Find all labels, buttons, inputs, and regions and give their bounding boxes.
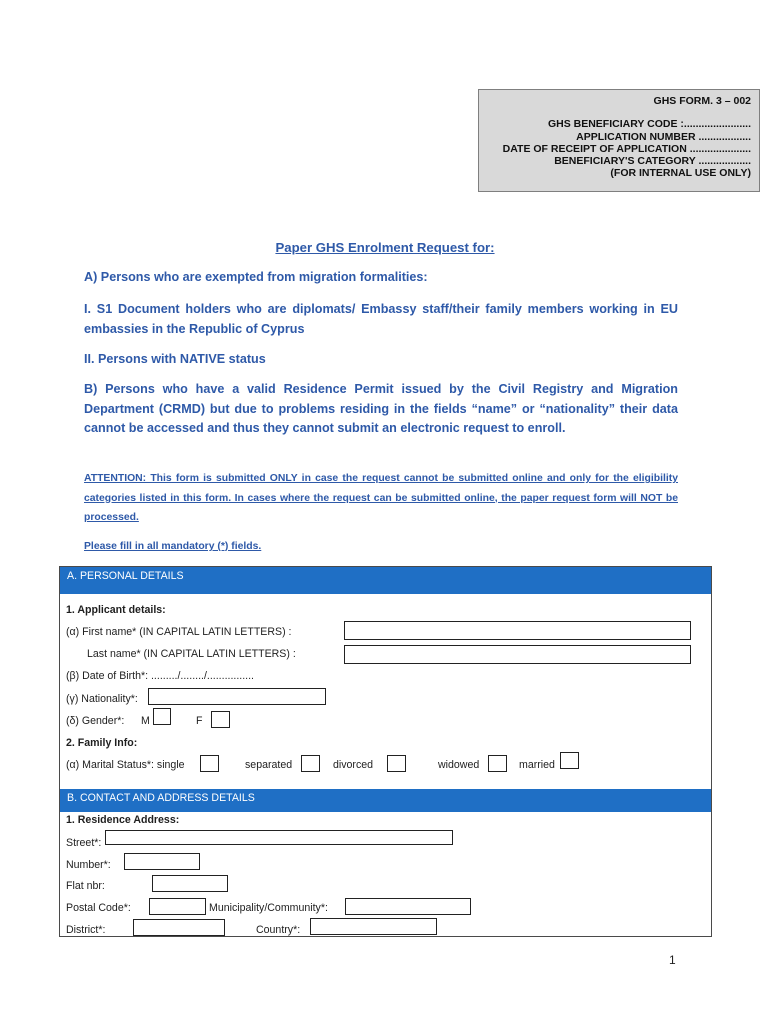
document-title: Paper GHS Enrolment Request for: — [275, 240, 495, 255]
divorced-checkbox[interactable] — [387, 755, 406, 772]
heading-ii: II. Persons with NATIVE status — [84, 352, 266, 366]
last-name-label: Last name* (IN CAPITAL LATIN LETTERS) : — [87, 648, 296, 660]
widowed-checkbox[interactable] — [488, 755, 507, 772]
street-field[interactable] — [105, 830, 453, 845]
internal-use-note: (FOR INTERNAL USE ONLY) — [610, 167, 751, 180]
first-name-label: (α) First name* (IN CAPITAL LATIN LETTERS) : — [66, 626, 292, 638]
internal-use-box — [478, 89, 760, 192]
heading-b: B) Persons who have a valid Residence Permit issued by the Civil Registry and Migration Department (CRMD) but due to problems residing in the fields “name” or “nationality” their data cannot be accessed and thus they cannot submit an electronic request to enroll. — [84, 382, 678, 435]
widowed-label: widowed — [438, 759, 480, 771]
application-number-line: APPLICATION NUMBER .................. — [576, 130, 751, 143]
section-b-header: B. CONTACT AND ADDRESS DETAILS — [60, 789, 711, 812]
gender-label: (δ) Gender*: — [66, 715, 125, 727]
gender-f-label: F — [196, 715, 203, 727]
mandatory-fields-note: Please fill in all mandatory (*) fields. — [84, 541, 262, 552]
heading-i: I. S1 Document holders who are diplomats/ Embassy staff/their family members working in EU embassies in the Republic of Cyprus — [84, 302, 678, 336]
beneficiary-category-line: BENEFICIARY'S CATEGORY .................. — [554, 155, 751, 168]
date-of-receipt-line: DATE OF RECEIPT OF APPLICATION ..................... — [502, 142, 751, 155]
flat-number-field[interactable] — [152, 875, 228, 892]
married-checkbox[interactable] — [560, 752, 579, 769]
marital-status-label: (α) Marital Status*: single — [66, 759, 185, 771]
date-of-birth-label: (β) Date of Birth*: ........./......../................ — [66, 670, 254, 682]
municipality-label: Municipality/Community*: — [209, 902, 328, 914]
first-name-field[interactable] — [344, 621, 691, 640]
applicant-details-title: 1. Applicant details: — [66, 604, 166, 616]
nationality-field[interactable] — [148, 688, 326, 705]
divorced-label: divorced — [333, 759, 374, 771]
family-info-title: 2. Family Info: — [66, 737, 138, 749]
last-name-field[interactable] — [344, 645, 691, 664]
district-label: District*: — [66, 924, 106, 936]
number-label: Number*: — [66, 859, 111, 871]
country-label: Country*: — [256, 924, 301, 936]
married-label: married — [519, 759, 555, 771]
flat-number-label: Flat nbr: — [66, 880, 105, 892]
district-field[interactable] — [133, 919, 225, 936]
nationality-label: (γ) Nationality*: — [66, 693, 138, 705]
street-label: Street*: — [66, 837, 102, 849]
gender-m-checkbox[interactable] — [153, 708, 171, 725]
number-field[interactable] — [124, 853, 200, 870]
municipality-field[interactable] — [345, 898, 471, 915]
postal-code-label: Postal Code*: — [66, 902, 131, 914]
form-code: GHS FORM. 3 – 002 — [653, 95, 751, 107]
beneficiary-code-line: GHS BENEFICIARY CODE :....................... — [547, 118, 751, 131]
attention-notice: ATTENTION: This form is submitted ONLY in case the request cannot be submitted online and only for the eligibility categories listed in this form. In cases where the request can be submitted online, the paper request form will NOT be processed. — [84, 473, 678, 523]
postal-code-field[interactable] — [149, 898, 206, 915]
single-checkbox[interactable] — [200, 755, 219, 772]
heading-a: A) Persons who are exempted from migration formalities: — [84, 270, 428, 284]
gender-f-checkbox[interactable] — [211, 711, 230, 728]
gender-m-label: M — [141, 715, 150, 727]
country-field[interactable] — [310, 918, 437, 935]
section-a-header: A. PERSONAL DETAILS — [60, 567, 711, 594]
separated-checkbox[interactable] — [301, 755, 320, 772]
residence-address-title: 1. Residence Address: — [66, 814, 180, 826]
form-table — [59, 566, 712, 937]
page-number: 1 — [669, 953, 676, 967]
separated-label: separated — [245, 759, 293, 771]
